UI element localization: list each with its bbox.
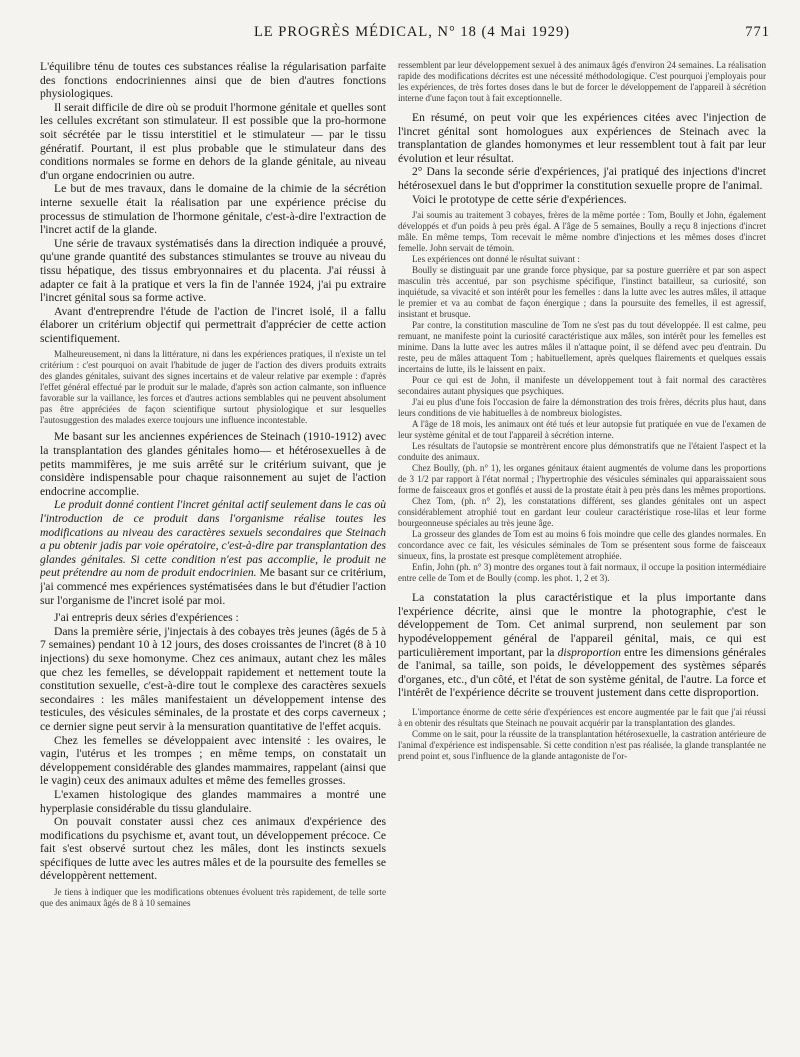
experiment-paragraph: Les résultats de l'autopsie se montrèrent encore plus démonstratifs que ne l'étaient l'aspect et la conduite des animaux. [398, 441, 766, 463]
left-column [40, 60, 386, 1050]
footnote-paragraph: Comme on le sait, pour la réussite de la transplantation hétérosexuelle, la castration antérieure de l'animal d'expérience est indispensable. Si cette condition n'est pas réalisée, la glande transplantée ne prend point et, sous l'influence de la glande antagoniste de l'or- [398, 728, 766, 761]
paragraph-text: La constatation la plus caractéristique et la plus importante dans l'expérience décrite, ainsi que le montre la photographie, c'est le développement de Tom. Cet animal surprend, non seulement par son hypodéveloppement général de l'appareil génital, mais, ce qui est particulièrement important, par la [398, 591, 766, 659]
experiment-paragraph: Chez Tom, (ph. n° 2), les constatations différent, ses glandes génitales ont un aspect considérablement atrophié tout en gardant leur couleur caractéristique rose-lilas et leur forme bourgeonneuse spéciales au très jeune âge. [398, 496, 766, 529]
paragraph: On pouvait constater aussi chez ces animaux d'expérience des modifications du psychisme et, avant tout, un développement précoce. Ce fait s'est observé surtout chez les mâles, dont les instincts sexuels spécifiques de lutte avec les autres mâles et de la poursuite des femelles se développèrent nettement. [40, 815, 386, 883]
footnote-paragraph: Malheureusement, ni dans la littérature, ni dans les expériences pratiques, il n'existe un tel critérium : c'est pourquoi on avait l'habitude de juger de l'action des divers produits extraits des glandes génitales, suivant des signes incertains et de valeur relative par exemple : d'après l'effet général effectué par le produit sur le malade, d'après son action calmante, son influence favorable sur la vaillance, les forces et d'autres actions semblables qui ne peuvent absolument pas être appréciées de façon scientifique surtout physiologique et sur lesquelles l'autosuggestion des malades exerce toujours une influence incontestable. [40, 349, 386, 426]
experiment-paragraph: Chez Boully, (ph. n° 1), les organes génitaux étaient augmentés de volume dans les proportions de 3 1/2 par rapport à l'état normal ; l'hypertrophie des vésicules séminales qui apparaissaient sous forme de faisceaux gros et gonflés et aussi de la prostate était à peu près dans les mêmes proportions. [398, 463, 766, 496]
experiment-paragraph: Les expériences ont donné le résultat suivant : [412, 254, 580, 265]
page-header [52, 24, 772, 44]
paragraph: En résumé, on peut voir que les expériences citées avec l'injection de l'incret génital sont homologues aux expériences de Steinach avec la transplantation de glandes homonymes et leur ressemblent tout à fait par leur évolution et leur résultat. [398, 111, 766, 165]
page-number: 771 [745, 24, 770, 40]
footnote-paragraph: L'importance énorme de cette série d'expériences est encore augmentée par le fait que j'ai réussi à en obtenir des résultats que Steinach ne pouvait acquérir par la transplantation des glandes. [398, 706, 766, 728]
footnote-paragraph: Je tiens à indiquer que les modifications obtenues évoluent très rapidement, de telle sorte que des animaux âgés de 8 à 10 semaines [40, 887, 386, 909]
paragraph: L'examen histologique des glandes mammaires a montré une hyperplasie considérable du tissu glandulaire. [40, 787, 386, 815]
paragraph: Dans la première série, j'injectais à des cobayes très jeunes (âgés de 5 à 7 semaines) pendant 10 à 12 jours, des doses croissantes de l'incret (8 à 10 injections) du sexe homonyme. Chez ces animaux, autant chez les mâles que chez les femelles, se développait rapidement et nettement toute la constitution sexuelle, c'est-à-dire tout le complexe des caractères sexuels secondaires : les mâles manifestaient un développement intense des testicules, des vésicules séminales, de la prostate et des corps caverneux ; ce dernier signe peut servir à la mensuration quantitative de l'effet acquis. [40, 624, 386, 733]
emphasis: disproportion [557, 645, 621, 659]
experiment-paragraph: A l'âge de 18 mois, les animaux ont été tués et leur autopsie fut pratiquée en vue de l'examen de leur système génital et de tout l'appareil à sécrétion interne. [398, 419, 766, 441]
paragraph [40, 498, 386, 607]
experiment-paragraph: J'ai eu plus d'une fois l'occasion de faire la démonstration des trois frères, décrits plus haut, dans leurs conditions de vie habituelles à de nombreux biologistes. [398, 397, 766, 419]
paragraph: Me basant sur les anciennes expériences de Steinach (1910-1912) avec la transplantation des glandes génitales homo— et hétérosexuelles à de petits mammifères, je me suis arrêté sur le critérium suivant, que je considère indispensable pour chaque raisonnement au sujet de l'action endocrine accomplie. [40, 430, 386, 498]
running-title: LE PROGRÈS MÉDICAL, N° 18 (4 Mai 1929) [253, 24, 571, 40]
paragraph: Le but de mes travaux, dans le domaine de la chimie de la sécrétion interne sexuelle était la réalisation par une expérience précise du processus de stimulation de l'hormone génitale, c'est-à-dire l'extraction de l'incret actif de la glande. [40, 182, 386, 237]
paragraph: Il serait difficile de dire où se produit l'hormone génitale et quelles sont les cellules excrétant son stimulateur. Il est possible que la pro-hormone soit sécrétée par le tissu interstitiel et le stimulateur — par le tissu génératif. Pourtant, il est plus probable que le stimulateur dans des conditions normales se forme en dehors de la glande génitale, au niveau d'un organe endocrinien ou autre. [40, 100, 386, 182]
footnote-paragraph: ressemblent par leur développement sexuel à des animaux âgés d'environ 24 semaines. La réalisation rapide des modifications décrites est une nécessité méthodologique. C'est pourquoi j'employais pour les expériences, de très fortes doses dans le but de forcer le développement de l'appareil à sécrétion interne d'une façon tout à fait exceptionnelle. [398, 60, 766, 103]
experiment-paragraph: Boully se distinguait par une grande force physique, par sa posture guerrière et par son aspect masculin très accentué, par son psychisme spécifique, l'instinct batailleur, sa curiosité, son inquiétude, sa vivacité et son intérêt pour les femelles : dans la lutte avec les autres mâles, il attaque le premier et va au combat de façon énergique ; dans la poursuite des femelles, il est agressif, insistant et brusque. [398, 265, 766, 320]
paragraph: Chez les femelles se développaient avec intensité : les ovaires, le vagin, l'utérus et les trompes ; en même temps, on constatait un développement considérable des glandes mammaires, rappelant (ainsi que le vagin) ceux des animaux adultes et même des femelles grosses. [40, 733, 386, 788]
criterion-statement: Le produit donné contient l'incret génital actif seulement dans le cas où l'introduction de ce produit dans l'organisme réalise toutes les modifications au niveau des caractères sexuels secondaires que Steinach a pu obtenir jadis par voie opératoire, c'est-à-dire par transplantation des glandes génitales. Si cette condition n'est pas accomplie, le produit ne peut prétendre au nom de produit endocrinien. [40, 498, 386, 580]
paragraph-continuation: Me basant sur ce critérium, j'ai commencé mes expériences systématisées dans le but d'étudier l'action sur l'organisme de l'incret isolé par moi. [40, 566, 386, 607]
experiment-paragraph: J'ai soumis au traitement 3 cobayes, frères de la même portée : Tom, Boully et John, également développés et d'un poids à peu près égal. A l'âge de 5 semaines, Boully a reçu 8 injections d'incret mâle. En même temps, Tom recevait le même nombre d'injections et les mêmes doses d'incret femelle. John servait de témoin. [398, 210, 766, 254]
paragraph [398, 591, 766, 700]
paragraph: L'équilibre ténu de toutes ces substances réalise la régularisation parfaite des fonctions endocriniennes ainsi que de bien d'autres fonctions physiologiques. [40, 60, 386, 101]
paragraph-text: entre les dimensions générales de l'animal, sa taille, son poids, le développement des systèmes séparés d'organes, etc., d'un côté, et l'état de son système génital, de l'autre. La force et l'intérêt de l'expérience décrite se trouvent justement dans cette disproportion. [398, 645, 766, 700]
paragraph: 2° Dans la seconde série d'expériences, j'ai pratiqué des injections d'incret hétérosexuel dans le but d'opprimer la constitution sexuelle propre de l'animal. [398, 165, 766, 192]
paragraph: Avant d'entreprendre l'étude de l'action de l'incret isolé, il a fallu élaborer un critérium objectif qui permettrait d'apprécier de cette action scientifiquement. [40, 304, 386, 345]
paragraph: J'ai entrepris deux séries d'expériences : [54, 611, 239, 625]
experiment-paragraph: Pour ce qui est de John, il manifeste un développement tout à fait normal des caractères secondaires autant physiques que psychiques. [398, 375, 766, 397]
experiment-paragraph: Par contre, la constitution masculine de Tom ne s'est pas du tout développée. Il est calme, peu remuant, ne manifeste point la curiosité caractéristique aux mâles, son intérêt pour les femelles est minime. Dans la lutte avec les autres mâles il n'attaque point, il se défend avec peu d'entrain. Du reste, peu de mâles attaquent Tom ; habituellement, après quelques flairements et quelques essais incertains de lutte, ils le laissent en paix. [398, 320, 766, 375]
experiment-paragraph: Enfin, John (ph. n° 3) montre des organes tout à fait normaux, il occupe la position intermédiaire entre celle de Tom et de Boully (comp. les phot. 1, 2 et 3). [398, 562, 766, 584]
paragraph: Une série de travaux systématisés dans la direction indiquée a prouvé, qu'une grande quantité des substances stimulantes se trouve au niveau du tissu hépatique, des tissus embryonnaires et du placenta. J'ai réussi à adapter ce fait à la pratique et vers la fin de l'année 1924, j'ai pu extraire l'incret génital sous sa forme active. [40, 236, 386, 305]
experiment-paragraph: La grosseur des glandes de Tom est au moins 6 fois moindre que celle des glandes normales. En concordance avec ce fait, les vésicules séminales de Tom se présentent sous forme de faisceaux sinueux, fins, la prostate est presque complètement atrophiée. [398, 529, 766, 562]
paragraph: Voici le prototype de cette série d'expériences. [412, 192, 627, 206]
right-column [398, 60, 766, 1050]
